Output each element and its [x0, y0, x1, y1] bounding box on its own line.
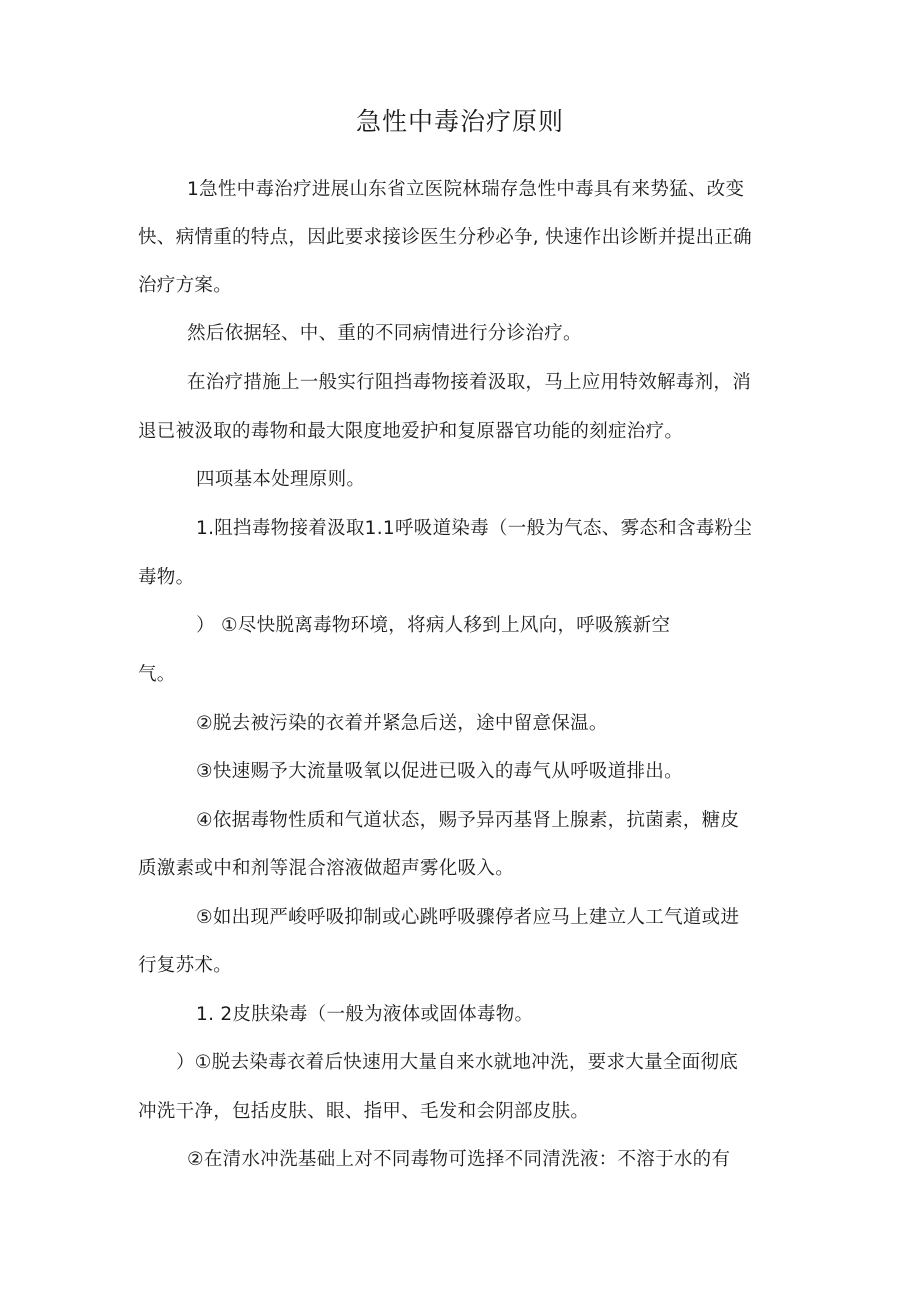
paragraph-line: 行复苏术。	[138, 955, 233, 976]
paragraph-line: ②脱去被污染的衣着并紧急后送，途中留意保温。	[196, 713, 608, 734]
paragraph-line: 四项基本处理原则。	[196, 469, 366, 490]
paragraph-line: 气。	[138, 664, 176, 685]
paragraph-line: 治疗方案。	[138, 275, 233, 296]
paragraph-line: ④依据毒物性质和气道状态，赐予异丙基肾上腺素，抗菌素，糖皮	[196, 810, 740, 831]
paragraph-line: 冲洗干净，包括皮肤、眼、指甲、毛发和会阴部皮肤。	[138, 1101, 590, 1122]
paragraph-line: 1.阻挡毒物接着汲取1.1呼吸道染毒（一般为气态、雾态和含毒粉尘	[196, 518, 753, 539]
paragraph-line: 快、病情重的特点，因此要求接诊医生分秒必争, 快速作出诊断并提出正确	[138, 227, 752, 248]
paragraph-line: ） ①尽快脱离毒物环境，将病人移到上风向，呼吸簇新空	[196, 615, 671, 636]
paragraph-line: ③快速赐予大流量吸氧以促进已吸入的毒气从呼吸道排出。	[196, 761, 683, 782]
page-title: 急性中毒治疗原则	[355, 107, 564, 136]
paragraph-line: 然后依据轻、中、重的不同病情进行分诊治疗。	[187, 323, 582, 344]
paragraph-line: ）①脱去染毒衣着后快速用大量自来水就地冲洗，要求大量全面彻底	[176, 1052, 739, 1073]
paragraph-line: 质激素或中和剂等混合溶液做超声雾化吸入。	[138, 858, 515, 879]
paragraph-line: ②在清水冲洗基础上对不同毒物可选择不同清洗液：不溶于水的有	[187, 1149, 731, 1170]
paragraph-line: 在治疗措施上一般实行阻挡毒物接着汲取，马上应用特效解毒剂，消	[187, 372, 752, 393]
paragraph-line: 毒物。	[138, 567, 195, 588]
paragraph-line: 退已被汲取的毒物和最大限度地爱护和复原器官功能的刻症治疗。	[138, 421, 684, 442]
paragraph-line: ⑤如出现严峻呼吸抑制或心跳呼吸骤停者应马上建立人工气道或进	[196, 907, 740, 928]
paragraph-line: 1. 2皮肤染毒（一般为液体或固体毒物。	[196, 1004, 534, 1025]
paragraph-line: 1急性中毒治疗进展山东省立医院林瑞存急性中毒具有来势猛、改变	[187, 179, 745, 200]
